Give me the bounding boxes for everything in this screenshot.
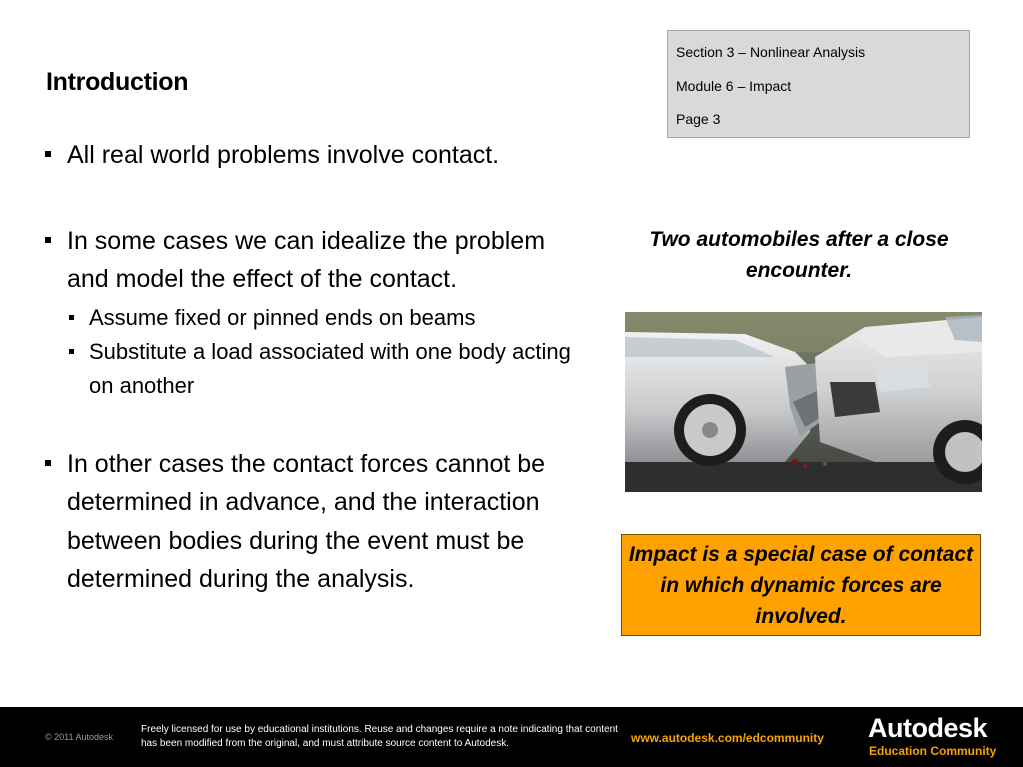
footer-bar bbox=[0, 707, 1023, 767]
car-crash-photo bbox=[625, 312, 982, 492]
impact-callout: Impact is a special case of contact in which dynamic forces are involved. bbox=[621, 534, 981, 636]
page-label: Page 3 bbox=[676, 111, 721, 127]
bullet-list bbox=[44, 136, 604, 599]
bullet-2: In some cases we can idealize the problem and model the effect of the contact. bbox=[44, 222, 567, 299]
sub-bullet-2: Substitute a load associated with one body acting on another bbox=[44, 335, 589, 403]
section-label: Section 3 – Nonlinear Analysis bbox=[676, 44, 866, 60]
bullet-1: All real world problems involve contact. bbox=[44, 136, 604, 175]
photo-caption: Two automobiles after a close encounter. bbox=[649, 228, 949, 282]
copyright-text: © 2011 Autodesk bbox=[45, 732, 114, 742]
education-community-label: Education Community bbox=[869, 744, 997, 758]
module-label: Module 6 – Impact bbox=[676, 77, 792, 94]
section-info-box bbox=[667, 30, 970, 138]
slide-title: Introduction bbox=[46, 68, 189, 96]
sub-bullet-1: Assume fixed or pinned ends on beams bbox=[44, 301, 604, 335]
bullet-3: In other cases the contact forces cannot be determined in advance, and the interaction between bodies during the event must be determined during the analysis. bbox=[44, 445, 587, 599]
license-text: Freely licensed for use by educational institutions. Reuse and changes require a note indicating that content has been modified from the original, and must attribute source content to Autodesk. bbox=[141, 724, 618, 749]
autodesk-logo: Autodesk bbox=[868, 713, 988, 743]
car-crash-image bbox=[625, 312, 982, 492]
edcommunity-link[interactable]: www.autodesk.com/edcommunity bbox=[631, 731, 824, 745]
